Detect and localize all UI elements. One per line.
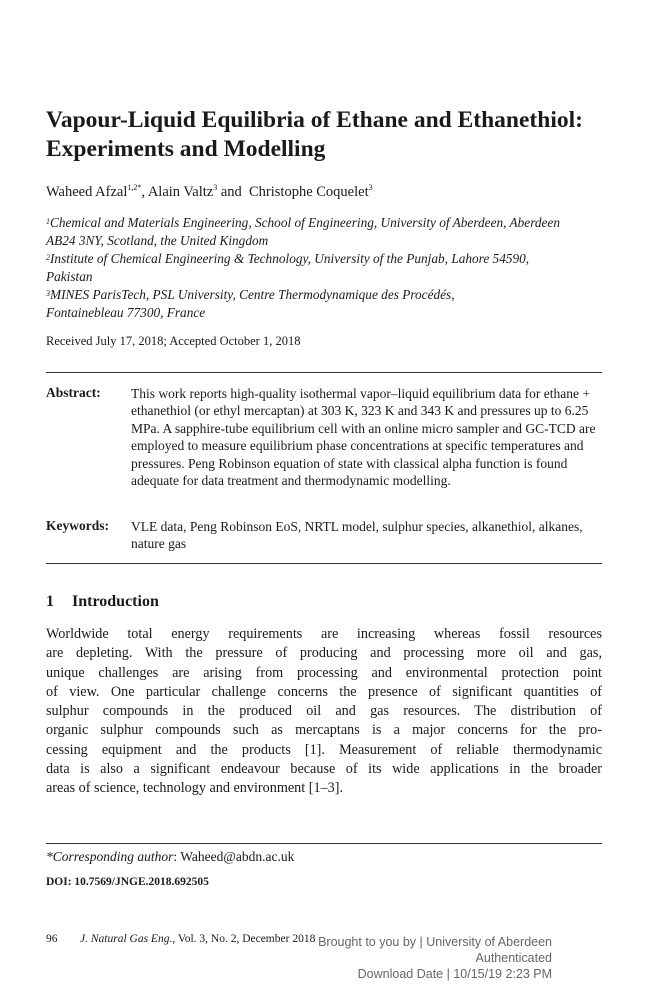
page-number: 96	[46, 933, 58, 945]
author: Waheed Afzal	[46, 184, 128, 200]
watermark-line: Download Date | 10/15/19 2:23 PM	[357, 967, 552, 981]
keywords-label: Keywords:	[46, 518, 109, 533]
journal-issue: , Vol. 3, No. 2, December 2018	[172, 933, 316, 945]
section-title: Introduction	[72, 593, 159, 610]
author-sup: 3	[213, 183, 218, 192]
aff-sup: 2	[46, 253, 50, 262]
section-number: 1	[46, 593, 54, 610]
received-dates: Received July 17, 2018; Accepted October 1, 2018	[46, 334, 301, 348]
watermark-line: Brought to you by | University of Aberdeen	[318, 935, 552, 949]
doi[interactable]: DOI: 10.7569/JNGE.2018.692505	[46, 876, 209, 888]
body-line: sulphur compounds in the produced oil and gas resources. The distribution of	[46, 703, 602, 720]
aff-sup: 1	[46, 217, 50, 226]
footnote-label: *Corresponding author	[46, 849, 174, 864]
body-line: areas of science, technology and environment [1–3].	[46, 780, 344, 797]
download-watermark	[300, 934, 552, 982]
aff-sup: 3	[46, 289, 50, 298]
author: Christophe Coquelet	[249, 184, 369, 200]
affiliation	[46, 286, 560, 304]
divider	[46, 372, 602, 373]
watermark-line: Authenticated	[475, 951, 552, 965]
sep: and	[217, 184, 246, 200]
section-heading	[46, 593, 177, 611]
corresponding-author	[46, 849, 294, 865]
body-text	[46, 625, 602, 799]
body-line: organic sulphur compounds such as mercaptans is a major concerns for the pro-	[46, 722, 602, 739]
author-sup: 3	[368, 183, 373, 192]
body-line: Worldwide total energy requirements are increasing whereas fossil resources	[46, 626, 602, 642]
author: Alain Valtz	[147, 184, 214, 200]
abstract-text: This work reports high-quality isothermal vapor–liquid equilibrium data for ethane + ethanethiol (or ethyl mercaptan) at 303 K, 323 K and 343 K and pressures up to 6.25 MPa. A sapphire-tube equilibrium cell with an online micro sampler and GC-TCD are employed to measure equilibrium phase concentrations at specific temperatures and pressures. Peng Robinson equation of state with classical alpha function is found adequate for data treatment and thermodynamic modelling.	[131, 386, 596, 489]
aff-line: AB24 3NY, Scotland, the United Kingdom	[46, 233, 269, 248]
abstract-label: Abstract:	[46, 385, 101, 400]
aff-line: Institute of Chemical Engineering & Technology, University of the Punjab, Lahore 54590,	[50, 251, 530, 266]
aff-line: Fontainebleau 77300, France	[46, 305, 206, 320]
author-sup: 1,2*	[127, 183, 142, 192]
aff-line: Pakistan	[46, 269, 93, 284]
affiliation	[46, 250, 560, 268]
divider	[46, 563, 602, 564]
footnote-divider	[46, 843, 602, 844]
body-line: of view. One particular challenge concerns the presence of significant quantities of	[46, 683, 602, 700]
keywords-text: VLE data, Peng Robinson EoS, NRTL model, sulphur species, alkanethiol, alkanes, nature gas	[131, 519, 583, 552]
aff-line: Chemical and Materials Engineering, School of Engineering, University of Aberdeen, Aberdeen	[50, 215, 560, 230]
journal-citation	[80, 933, 315, 945]
body-line: cessing equipment and the products [1]. Measurement of reliable thermodynamic	[46, 741, 602, 758]
paper-title: Vapour-Liquid Equilibria of Ethane and Ethanethiol: Experiments and Modelling	[46, 107, 583, 162]
aff-line: MINES ParisTech, PSL University, Centre Thermodynamique des Procédés,	[50, 287, 455, 302]
author-list	[46, 184, 373, 201]
body-line: are depleting. With the pressure of producing and processing more oil and gas,	[46, 645, 602, 662]
body-line: data is also a significant endeavour because of its wide applications in the broader	[46, 761, 602, 778]
affiliation	[46, 214, 560, 232]
sep: ,	[141, 184, 148, 200]
journal-name: J. Natural Gas Eng.	[80, 933, 173, 945]
body-line: unique challenges are arising from processing and environmental protection point	[46, 664, 602, 681]
affiliations	[46, 214, 560, 322]
author-email[interactable]: : Waheed@abdn.ac.uk	[173, 849, 295, 864]
